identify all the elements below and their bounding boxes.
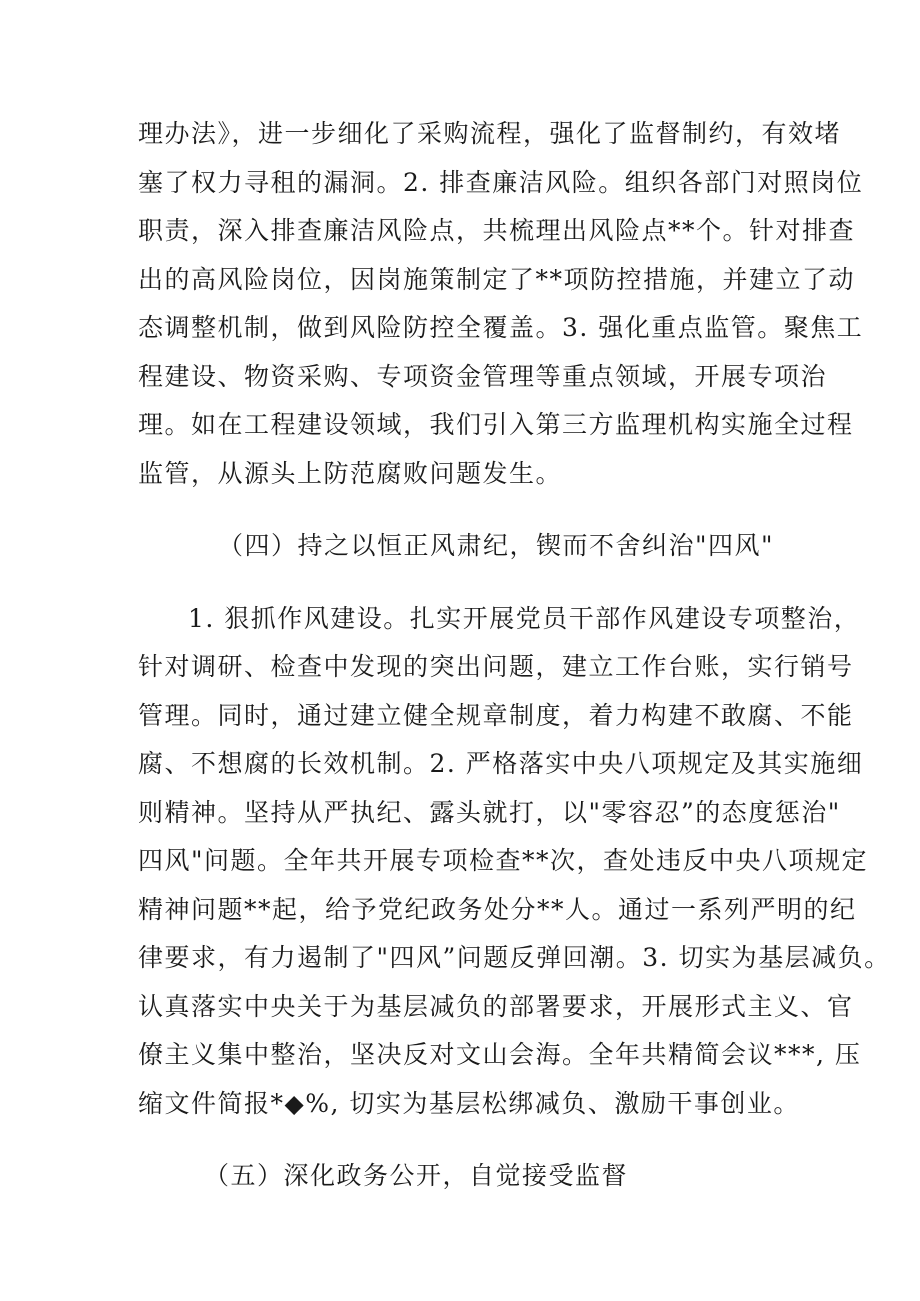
text-line: 针对调研、检查中发现的突出问题，建立工作台账，实行销号 — [138, 652, 854, 681]
text-line: 四风"问题。全年共开展专项检查**次，查处违反中央八项规定 — [138, 846, 869, 875]
text-line: 律要求，有力遏制了"四风”问题反弹回潮。3. 切实为基层减负。 — [138, 943, 891, 972]
text-line: 理。如在工程建设领域，我们引入第三方监理机构实施全过程 — [138, 410, 854, 439]
text-line: 职责，深入排查廉洁风险点，共梳理出风险点**个。针对排查 — [138, 216, 856, 245]
paragraph-work-style — [138, 595, 891, 1129]
text-line: 腐、不想腐的长效机制。2. 严格落实中央八项规定及其实施细 — [138, 749, 864, 778]
text-line: 程建设、物资采购、专项资金管理等重点领域，开展专项治 — [138, 361, 828, 391]
spacer — [138, 498, 788, 522]
text-line: 精神问题**起，给予党纪政务处分**人。通过一系列严明的纪 — [138, 894, 857, 924]
spacer — [138, 571, 788, 595]
text-line: 理办法》，进一步细化了采购流程，强化了监督制约，有效堵 — [138, 119, 842, 148]
text-line: 管理。同时，通过建立健全规章制度，着力构建不敢腐、不能 — [138, 700, 854, 730]
section-heading-5: （五）深化政务公开，自觉接受监督 — [204, 1161, 629, 1190]
text-line: 认真落实中央关于为基层减负的部署要求，开展形式主义、官 — [138, 991, 854, 1021]
text-line: 塞了权力寻租的漏洞。2. 排查廉洁风险。组织各部门对照岗位 — [138, 167, 864, 197]
text-line: 出的高风险岗位，因岗施策制定了**项防控措施，并建立了动 — [138, 264, 856, 294]
document-body — [138, 110, 891, 1201]
spacer — [138, 1128, 788, 1152]
section-heading-4: （四）持之以恒正风肃纪，锲而不舍纠治"四风" — [218, 531, 774, 560]
paragraph-procurement-risk — [138, 110, 864, 498]
text-line: 僚主义集中整治，坚决反对文山会海。全年共精简会议***, 压 — [138, 1040, 862, 1069]
text-line: 缩文件简报*◆%, 切实为基层松绑减负、激励干事创业。 — [138, 1088, 800, 1118]
text-line: 态调整机制，做到风险防控全覆盖。3. 强化重点监管。聚焦工 — [138, 313, 864, 342]
text-line: 监管，从源头上防范腐败问题发生。 — [138, 458, 563, 488]
text-line: 1. 狠抓作风建设。扎实开展党员干部作风建设专项整治， — [188, 603, 861, 633]
text-line: 则精神。坚持从严执纪、露头就打，以"零容忍”的态度惩治" — [138, 797, 841, 827]
